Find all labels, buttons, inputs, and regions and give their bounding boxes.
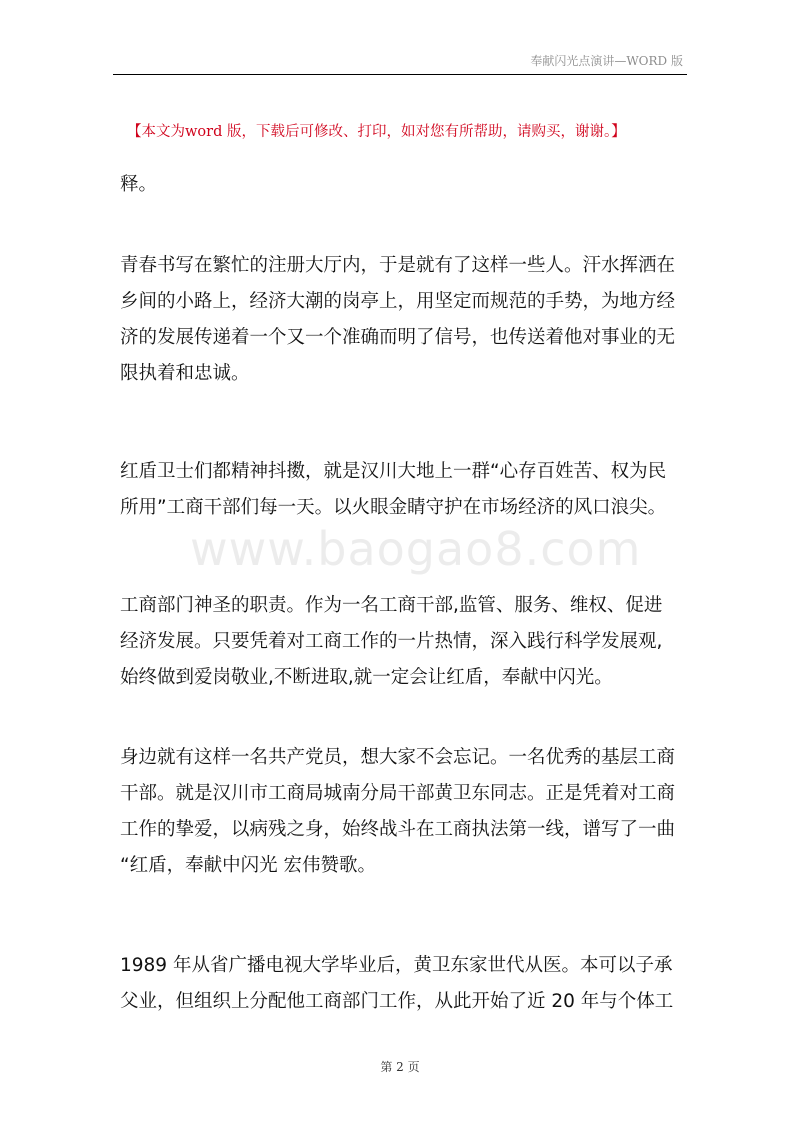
text-line: 青春书写在繁忙的注册大厅内，于是就有了这样一些人。汗水挥洒在 bbox=[120, 255, 676, 276]
text-line: 所用”工商干部们每一天。以火眼金睛守护在市场经济的风口浪尖。 bbox=[120, 497, 667, 518]
page-number: 第 2 页 bbox=[380, 1060, 420, 1074]
text-line: 乡间的小路上，经济大潮的岗亭上，用坚定而规范的手势，为地方经 bbox=[120, 291, 676, 312]
purchase-notice: 【本文为word 版，下载后可修改、打印，如对您有所帮助，请购买，谢谢。】 bbox=[127, 124, 626, 140]
watermark: www.baogao8.com bbox=[190, 522, 642, 576]
paragraph-3 bbox=[120, 454, 680, 526]
header-divider bbox=[113, 74, 687, 75]
paragraph-5 bbox=[120, 740, 680, 884]
text-line: 1989 年从省广播电视大学毕业后，黄卫东家世代从医。本可以子承 bbox=[120, 955, 673, 976]
paragraph-6 bbox=[120, 948, 680, 1020]
paragraph-4 bbox=[120, 588, 680, 696]
text-line: 济的发展传递着一个又一个准确而明了信号，也传送着他对事业的无 bbox=[120, 327, 676, 348]
text-line: 工商部门神圣的职责。作为一名工商干部,监管、服务、维权、促进 bbox=[120, 595, 663, 616]
text-line: 限执着和忠诚。 bbox=[120, 363, 250, 384]
text-line: 干部。就是汉川市工商局城南分局干部黄卫东同志。正是凭着对工商 bbox=[120, 783, 676, 804]
text-line: 经济发展。只要凭着对工商工作的一片热情，深入践行科学发展观, bbox=[120, 631, 663, 652]
text-line: “红盾，奉献中闪光 宏伟赞歌。 bbox=[120, 855, 376, 876]
text-line: 身边就有这样一名共产党员，想大家不会忘记。一名优秀的基层工商 bbox=[120, 747, 676, 768]
paragraph-1 bbox=[120, 167, 680, 203]
text-line: 始终做到爱岗敬业,不断进取,就一定会让红盾，奉献中闪光。 bbox=[120, 667, 613, 688]
text-line: 工作的挚爱，以病残之身，始终战斗在工商执法第一线，谱写了一曲 bbox=[120, 819, 676, 840]
text-line: 释。 bbox=[120, 174, 158, 195]
text-line: 红盾卫士们都精神抖擞，就是汉川大地上一群“心存百姓苦、权为民 bbox=[120, 461, 667, 482]
text-line: 父业，但组织上分配他工商部门工作，从此开始了近 20 年与个体工 bbox=[120, 991, 674, 1012]
paragraph-2 bbox=[120, 248, 680, 392]
document-header-title: 奉献闪光点演讲—WORD 版 bbox=[530, 54, 683, 68]
